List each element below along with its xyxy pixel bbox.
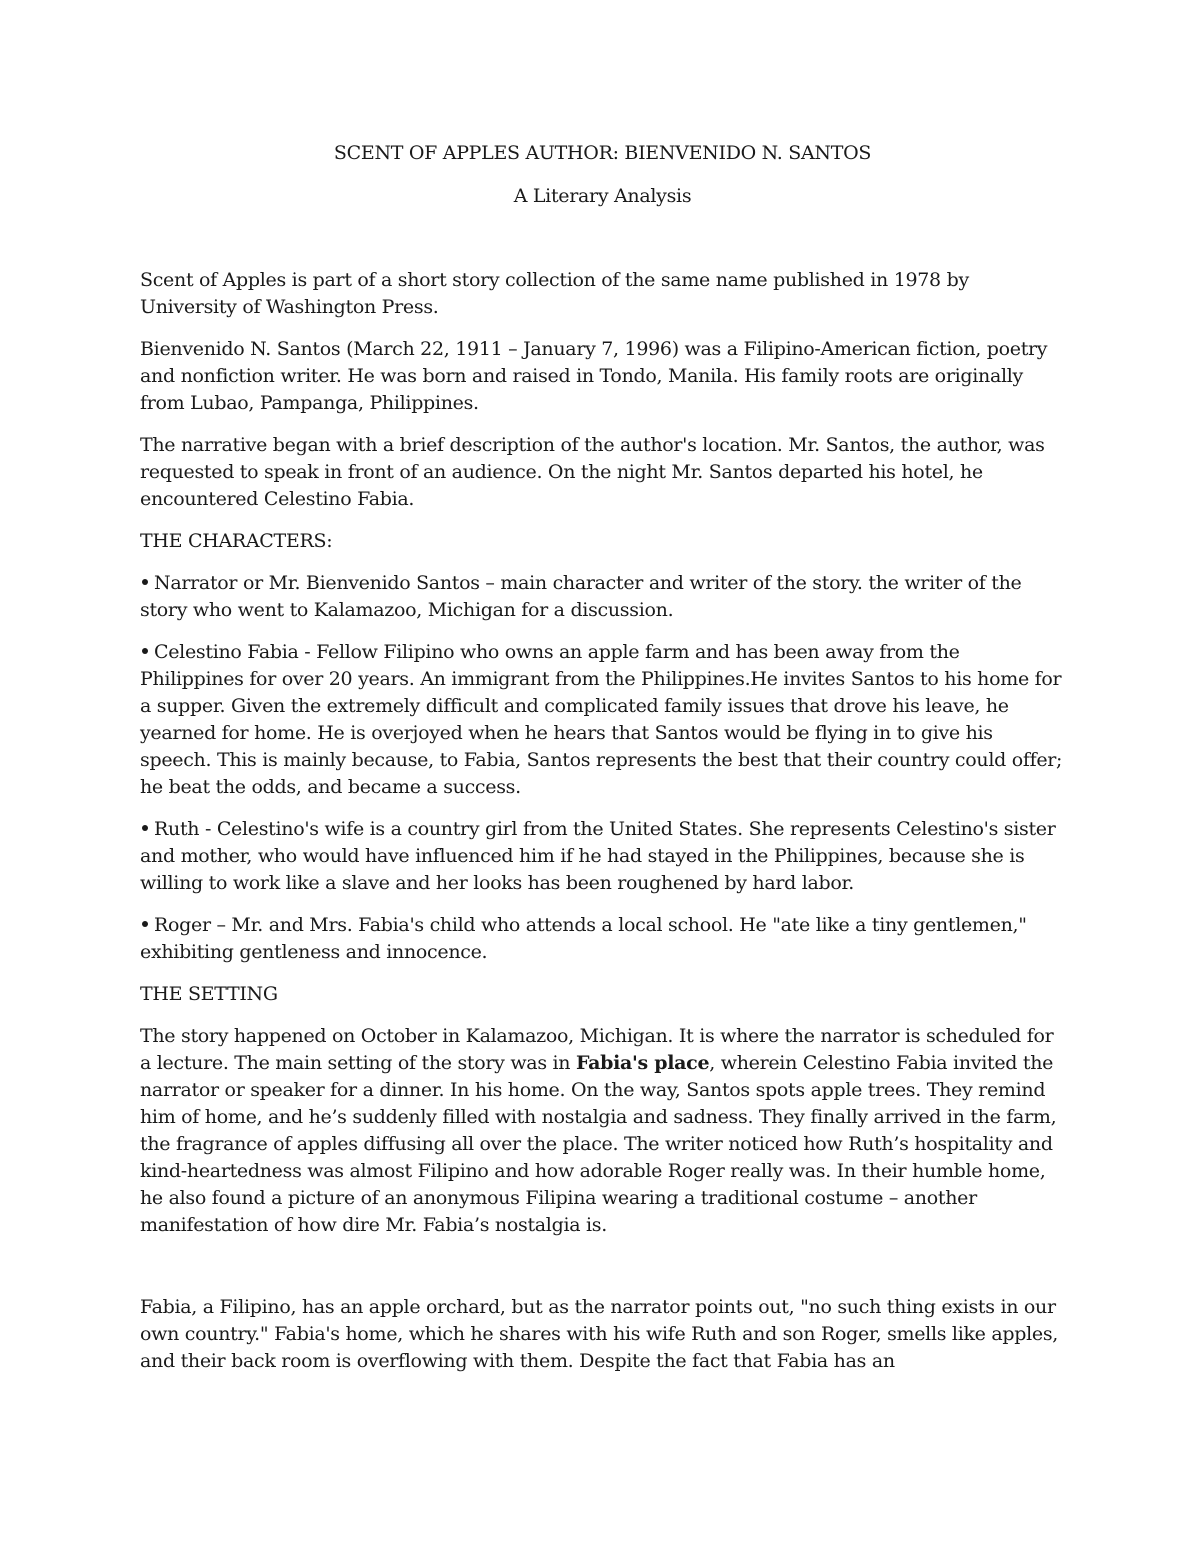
character-item-roger bbox=[140, 912, 1065, 966]
setting-heading: THE SETTING bbox=[140, 983, 278, 1005]
character-text: Roger – Mr. and Mrs. Fabia's child who attends a local school. He "ate like a tiny gentlemen," exhibiting gentleness and innocence. bbox=[140, 914, 1027, 963]
bullet-icon bbox=[142, 579, 148, 585]
character-item-ruth bbox=[140, 816, 1065, 897]
intro-paragraph: Scent of Apples is part of a short story collection of the same name published in 1978 by University of Washington Press. bbox=[140, 269, 969, 318]
bullet-icon bbox=[142, 921, 148, 927]
characters-heading: THE CHARACTERS: bbox=[140, 530, 333, 552]
narrative-paragraph: The narrative began with a brief description of the author's location. Mr. Santos, the author, was requested to speak in front of an audience. On the night Mr. Santos departed his hotel, he encountered Celestino Fabia. bbox=[140, 434, 1045, 510]
character-item-narrator bbox=[140, 570, 1065, 624]
document-body bbox=[140, 140, 1065, 1390]
author-bio-paragraph: Bienvenido N. Santos (March 22, 1911 – January 7, 1996) was a Filipino-American fiction, poetry and nonfiction writer. He was born and raised in Tondo, Manila. His family roots are originally from Lubao, Pampanga, Philippines. bbox=[140, 338, 1048, 414]
character-text: Ruth - Celestino's wife is a country girl from the United States. She represents Celestino's sister and mother, who would have influenced him if he had stayed in the Philippines, because she is willing to work like a slave and her looks has been roughened by hard labor. bbox=[140, 818, 1056, 894]
setting-paragraph bbox=[140, 1023, 1065, 1239]
setting-text-end: , wherein Celestino Fabia invited the narrator or speaker for a dinner. In his home. On the way, Santos spots apple trees. They remind him of home, and he’s suddenly filled with nostalgia and sadness. They finally arrived in the farm, the fragrance of apples diffusing all over the place. The writer noticed how Ruth’s hospitality and kind-heartedness was almost Filipino and how adorable Roger really was. In their humble home, he also found a picture of an anonymous Filipina wearing a traditional costume – another manifestation of how dire Mr. Fabia’s nostalgia is. bbox=[140, 1052, 1057, 1236]
bullet-icon bbox=[142, 648, 148, 654]
paragraph-spacer bbox=[140, 1254, 1065, 1294]
setting-text-start: The story happened on October in Kalamazoo, Michigan. It is where the narrator is scheduled for a lecture. The main setting of the story was in bbox=[140, 1025, 1054, 1074]
document-title: SCENT OF APPLES AUTHOR: BIENVENIDO N. SANTOS bbox=[333, 142, 872, 164]
bullet-icon bbox=[142, 825, 148, 831]
setting-bold-place: Fabia's place bbox=[575, 1052, 710, 1074]
character-text: Celestino Fabia - Fellow Filipino who owns an apple farm and has been away from the Philippines for over 20 years. An immigrant from the Philippines.He invites Santos to his home for a supper. Given the extremely difficult and complicated family issues that drove his leave, he yearned for home. He is overjoyed when he hears that Santos would be flying in to give his speech. This is mainly because, to Fabia, Santos represents the best that their country could offer; he beat the odds, and became a success. bbox=[140, 641, 1063, 798]
document-subtitle: A Literary Analysis bbox=[513, 185, 692, 207]
character-text: Narrator or Mr. Bienvenido Santos – main character and writer of the story. the writer of the story who went to Kalamazoo, Michigan for a discussion. bbox=[140, 572, 1022, 621]
character-item-celestino bbox=[140, 639, 1065, 801]
final-paragraph: Fabia, a Filipino, has an apple orchard, but as the narrator points out, "no such thing exists in our own country." Fabia's home, which he shares with his wife Ruth and son Roger, smells like apples, and their back room is overflowing with them. Despite the fact that Fabia has an bbox=[140, 1296, 1059, 1372]
